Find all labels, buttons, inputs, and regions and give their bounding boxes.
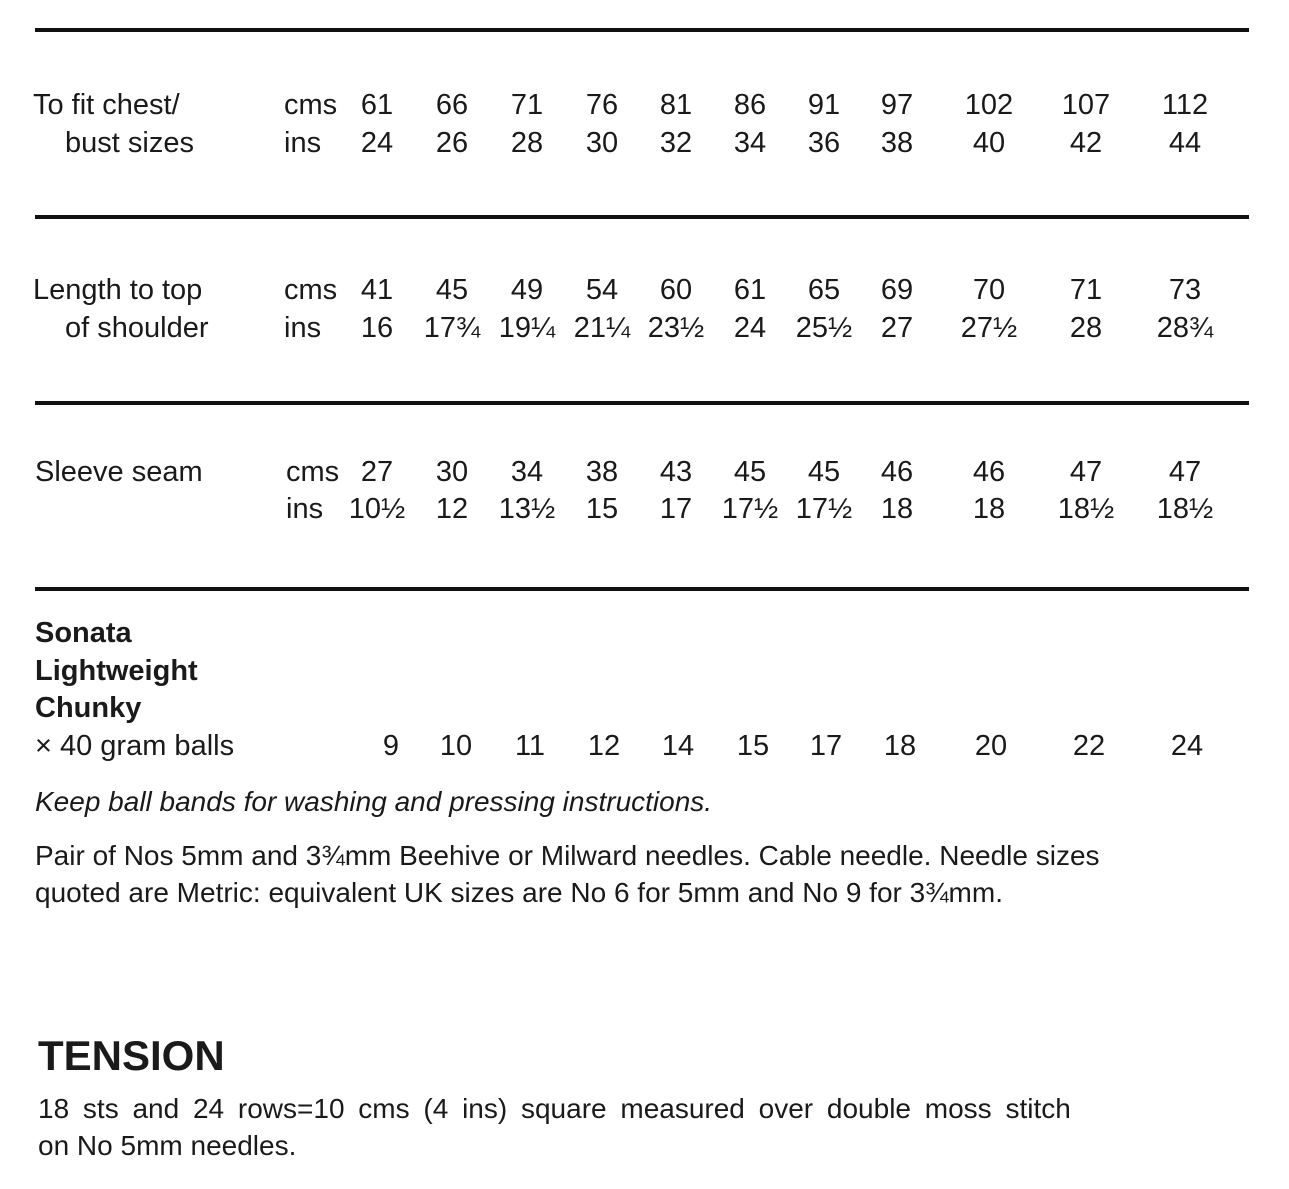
cms-value: 91	[807, 89, 841, 121]
row-label: of shoulder	[65, 312, 209, 344]
ins-value: 17¾	[423, 312, 481, 344]
needles-text: quoted are Metric: equivalent UK sizes are No 6 for 5mm and No 9 for 3¾mm.	[35, 877, 1003, 908]
ins-value: 25½	[795, 312, 853, 344]
ins-value: 32	[659, 127, 693, 159]
balls-label: × 40 gram balls	[35, 730, 235, 762]
cms-value: 47	[1069, 456, 1103, 488]
cms-value: 102	[964, 89, 1014, 121]
ins-value: 34	[733, 127, 767, 159]
cms-value: 30	[435, 456, 469, 488]
cms-value: 34	[510, 456, 544, 488]
row-label: Length to top	[33, 274, 203, 306]
cms-value: 45	[733, 456, 767, 488]
yarn-name: Lightweight	[35, 655, 198, 687]
cms-value: 70	[972, 274, 1006, 306]
cms-value: 27	[360, 456, 394, 488]
ins-value: 26	[435, 127, 469, 159]
rule-top	[35, 28, 1249, 32]
ball-count: 10	[439, 730, 473, 762]
rule-after-length	[35, 401, 1249, 405]
cms-value: 43	[659, 456, 693, 488]
cms-value: 46	[972, 456, 1006, 488]
yarn-name: Sonata	[35, 617, 132, 649]
ins-value: 13½	[498, 493, 556, 525]
cms-value: 76	[585, 89, 619, 121]
ins-value: 23½	[647, 312, 705, 344]
ins-value: 27	[880, 312, 914, 344]
cms-value: 54	[585, 274, 619, 306]
cms-value: 86	[733, 89, 767, 121]
row-label: Sleeve seam	[35, 456, 203, 488]
ins-value: 28¾	[1156, 312, 1214, 344]
cms-value: 45	[807, 456, 841, 488]
cms-value: 66	[435, 89, 469, 121]
ins-value: 17½	[795, 493, 853, 525]
cms-value: 46	[880, 456, 914, 488]
cms-value: 81	[659, 89, 693, 121]
ins-value: 27½	[960, 312, 1018, 344]
ins-value: 44	[1168, 127, 1202, 159]
ins-value: 16	[360, 312, 394, 344]
ins-value: 12	[435, 493, 469, 525]
ball-count: 18	[883, 730, 917, 762]
unit-label-ins: ins	[284, 127, 322, 159]
ball-count: 9	[382, 730, 400, 762]
cms-value: 47	[1168, 456, 1202, 488]
cms-value: 60	[659, 274, 693, 306]
ins-value: 38	[880, 127, 914, 159]
unit-label-cms: cms	[284, 89, 338, 121]
cms-value: 71	[510, 89, 544, 121]
ins-value: 17	[659, 493, 693, 525]
cms-value: 97	[880, 89, 914, 121]
ins-value: 18	[972, 493, 1006, 525]
cms-value: 49	[510, 274, 544, 306]
cms-value: 45	[435, 274, 469, 306]
ball-count: 12	[587, 730, 621, 762]
ins-value: 36	[807, 127, 841, 159]
ball-count: 22	[1072, 730, 1106, 762]
rule-after-sleeve	[35, 587, 1249, 591]
ins-value: 24	[360, 127, 394, 159]
unit-label-ins: ins	[286, 493, 324, 525]
unit-label-cms: cms	[286, 456, 340, 488]
ins-value: 19¼	[498, 312, 556, 344]
ins-value: 24	[733, 312, 767, 344]
ball-count: 11	[514, 730, 546, 762]
ins-value: 18½	[1057, 493, 1115, 525]
ball-count: 24	[1170, 730, 1204, 762]
cms-value: 112	[1161, 89, 1209, 121]
ball-count: 15	[736, 730, 770, 762]
ball-band-note: Keep ball bands for washing and pressing instructions.	[35, 786, 713, 817]
cms-value: 65	[807, 274, 841, 306]
tension-text: on No 5mm needles.	[38, 1130, 297, 1161]
unit-label-ins: ins	[284, 312, 322, 344]
ball-count: 14	[661, 730, 695, 762]
cms-value: 61	[733, 274, 767, 306]
needles-text: Pair of Nos 5mm and 3¾mm Beehive or Milward needles. Cable needle. Needle sizes	[35, 840, 1100, 871]
ball-count: 17	[809, 730, 843, 762]
unit-label-cms: cms	[284, 274, 338, 306]
ins-value: 15	[585, 493, 619, 525]
cms-value: 107	[1061, 89, 1111, 121]
ins-value: 10½	[348, 493, 406, 525]
cms-value: 69	[880, 274, 914, 306]
cms-value: 61	[360, 89, 394, 121]
ins-value: 40	[972, 127, 1006, 159]
row-label: To fit chest/	[33, 89, 180, 121]
ins-value: 28	[1069, 312, 1103, 344]
cms-value: 41	[360, 274, 394, 306]
ins-value: 18½	[1156, 493, 1214, 525]
tension-heading: TENSION	[38, 1032, 225, 1079]
ins-value: 21¼	[573, 312, 631, 344]
row-label: bust sizes	[65, 127, 194, 159]
cms-value: 38	[585, 456, 619, 488]
yarn-name: Chunky	[35, 692, 142, 724]
rule-after-chest	[35, 215, 1249, 219]
ins-value: 28	[510, 127, 544, 159]
tension-text: 18 sts and 24 rows=10 cms (4 ins) square measured over double moss stitch	[38, 1093, 1071, 1124]
cms-value: 71	[1069, 274, 1103, 306]
cms-value: 73	[1168, 274, 1202, 306]
ins-value: 18	[880, 493, 914, 525]
ins-value: 42	[1069, 127, 1103, 159]
ins-value: 30	[585, 127, 619, 159]
ball-count: 20	[974, 730, 1008, 762]
ins-value: 17½	[721, 493, 779, 525]
